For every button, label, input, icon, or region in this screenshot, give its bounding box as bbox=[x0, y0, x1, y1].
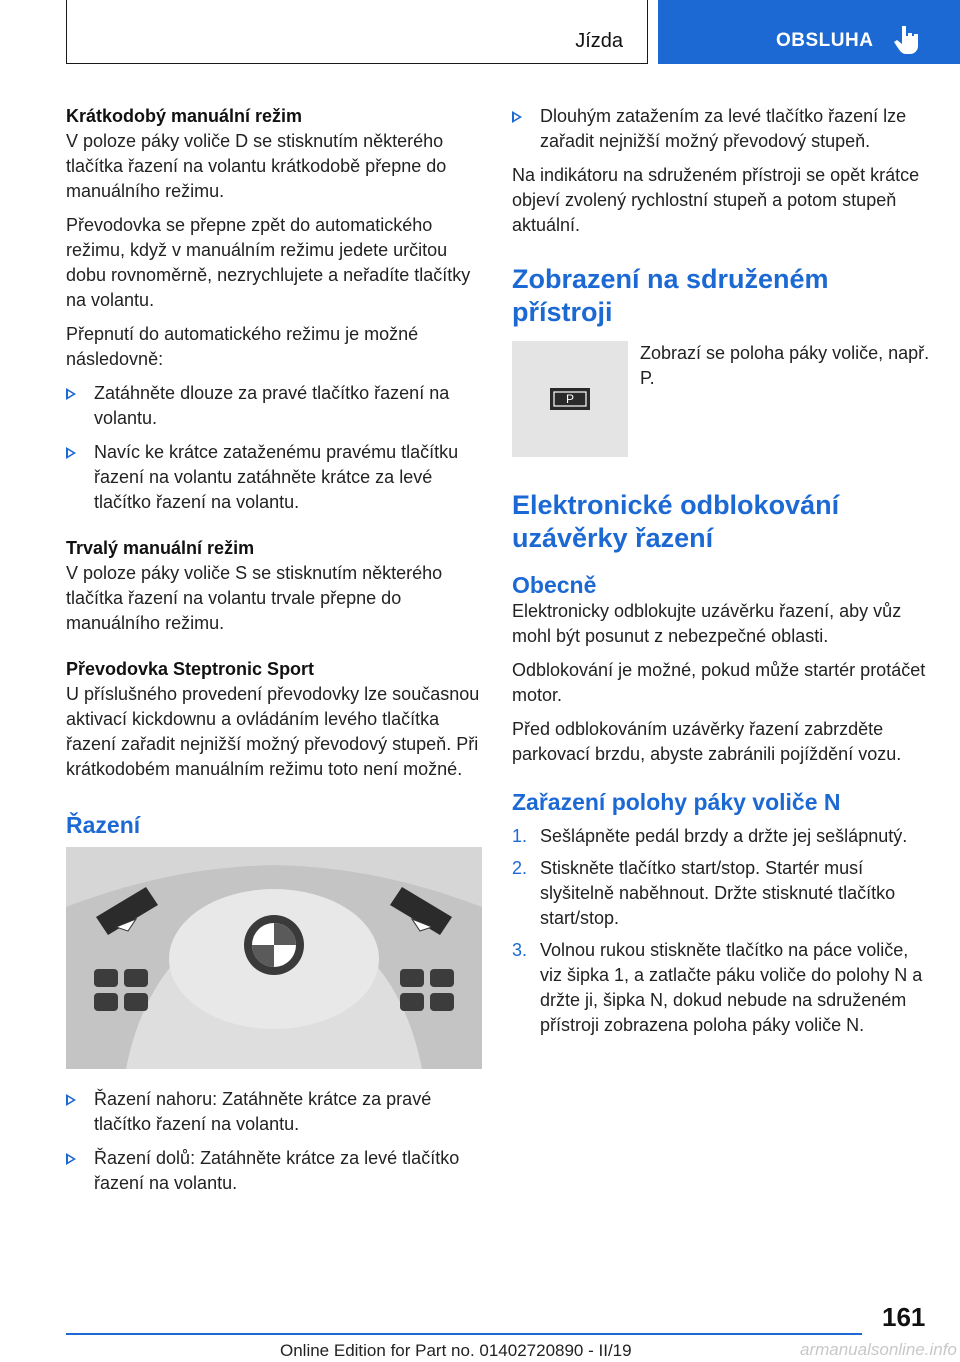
bullet-triangle-icon bbox=[66, 1153, 76, 1165]
heading-zobrazeni: Zobrazení na sdruženém přístroji bbox=[512, 264, 829, 327]
footer-divider bbox=[66, 1333, 862, 1335]
bullet-triangle-icon bbox=[66, 447, 76, 459]
heading-razeni: Řazení bbox=[66, 812, 141, 838]
steering-wheel-image bbox=[66, 847, 482, 1069]
paragraph: Na indikátoru na sdruženém přístroji se opět krátce objeví zvolený rychlostní stupeň a potom stupeň aktuální. bbox=[512, 165, 920, 235]
section-header-box bbox=[66, 0, 648, 64]
bullet-item: Navíc ke krátce zataženému pravému tlačítku řazení na volantu zatáhněte krátce za levé tlačítko řazení na volantu. bbox=[66, 440, 482, 515]
step-item: 2. Stiskněte tlačítko start/stop. Startér musí slyšitelně naběhnout. Držte stisknuté tlačítko start/stop. bbox=[512, 858, 896, 928]
footer-edition: Online Edition for Part no. 01402720890 - II/19 bbox=[280, 1341, 632, 1360]
paragraph: Odblokování je možné, pokud může startér protáčet motor. bbox=[512, 660, 926, 705]
heading-zarazeni: Zařazení polohy páky voliče N bbox=[512, 789, 841, 815]
bullet-triangle-icon bbox=[66, 1094, 76, 1106]
right-column bbox=[512, 104, 932, 1045]
bullet-item: Dlouhým zatažením za levé tlačítko řazení lze zařadit nejnižší možný převodový stupeň. bbox=[512, 104, 932, 154]
hand-pointer-icon bbox=[894, 24, 920, 54]
bullet-item: Zatáhněte dlouze za pravé tlačítko řazení na volantu. bbox=[66, 381, 482, 431]
paragraph: Před odblokováním uzávěrky řazení zabrzděte parkovací brzdu, abyste zabránili pojíždění vozu. bbox=[512, 719, 902, 764]
display-description: Zobrazí se poloha páky voliče, např. P. bbox=[640, 343, 930, 388]
bullet-triangle-icon bbox=[512, 111, 522, 123]
page-header bbox=[0, 0, 960, 66]
display-illustration-row bbox=[512, 341, 932, 459]
step-item: 1. Sešlápněte pedál brzdy a držte jej sešlápnutý. bbox=[512, 826, 908, 846]
paragraph: V poloze páky voliče S se stisknutím některého tlačítka řazení na volantu trvale přepne do manuálního režimu. bbox=[66, 563, 443, 633]
heading-kratkodoby: Krátkodobý manuální režim bbox=[66, 106, 303, 126]
bullet-item: Řazení nahoru: Zatáhněte krátce za pravé tlačítko řazení na volantu. bbox=[66, 1087, 482, 1137]
page-number: 161 bbox=[882, 1302, 926, 1332]
step-item: 3. Volnou rukou stiskněte tlačítko na páce voliče, viz šipka 1, a zatlačte páku voliče do polohy N a držte ji, šipka N, dokud nebude na sdruženém přístroji zobrazena poloha páky voliče N. bbox=[512, 940, 923, 1035]
instrument-display-image bbox=[512, 341, 628, 457]
gear-letter: P bbox=[565, 392, 575, 406]
paragraph: U příslušného provedení převodovky lze současnou aktivací kickdownu a ovládáním levého tlačítka řazení zařadit nejnižší možný převodový stupeň. Při krátkodobém manuálním režimu toto není možné. bbox=[66, 684, 480, 779]
left-column bbox=[66, 104, 482, 1205]
paragraph: V poloze páky voliče D se stisknutím některého tlačítka řazení na volantu krátkodobě přepne do manuálního režimu. bbox=[66, 131, 447, 201]
paragraph: Převodovka se přepne zpět do automatického režimu, když v manuálním režimu jedete určitou dobu rovnoměrně, nezrychlujete a neřadíte tlačítky na volantu. bbox=[66, 215, 471, 310]
section-title: Jízda bbox=[575, 30, 623, 52]
heading-elektronicke: Elektronické odblokování uzávěrky řazení bbox=[512, 490, 840, 553]
watermark-logo: armanualsonline.info bbox=[800, 1340, 957, 1359]
paragraph: Elektronicky odblokujte uzávěrku řazení, aby vůz mohl být posunut z nebezpečné oblasti. bbox=[512, 601, 902, 646]
paragraph: Přepnutí do automatického režimu je možné následovně: bbox=[66, 324, 419, 369]
tab-obsluha[interactable] bbox=[658, 0, 960, 64]
heading-obecne: Obecně bbox=[512, 572, 597, 598]
heading-steptronic: Převodovka Steptronic Sport bbox=[66, 659, 315, 679]
bullet-triangle-icon bbox=[66, 388, 76, 400]
heading-trvaly: Trvalý manuální režim bbox=[66, 538, 255, 558]
bullet-item: Řazení dolů: Zatáhněte krátce za levé tlačítko řazení na volantu. bbox=[66, 1146, 482, 1196]
tab-obsluha-label: OBSLUHA bbox=[776, 30, 874, 51]
